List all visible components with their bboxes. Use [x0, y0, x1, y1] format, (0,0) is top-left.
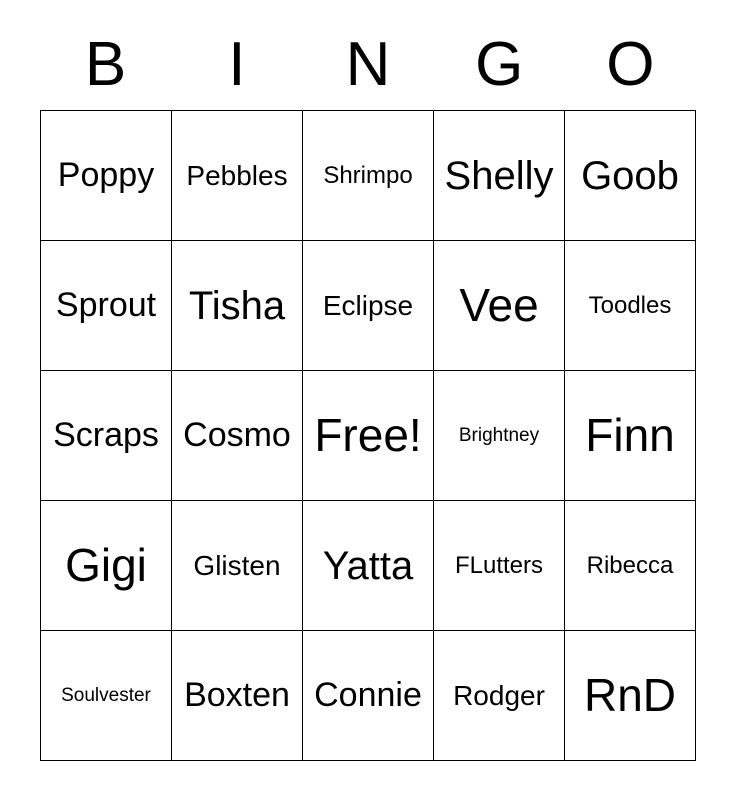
header-letter-g: G [475, 30, 524, 99]
header-letter-o: O [606, 30, 655, 99]
bingo-cell[interactable]: Sprout [41, 241, 172, 371]
header-letter-b: B [84, 30, 127, 99]
bingo-cell[interactable]: Shelly [434, 111, 565, 241]
bingo-cell[interactable]: Glisten [172, 501, 303, 631]
bingo-cell[interactable]: Tisha [172, 241, 303, 371]
bingo-cell[interactable]: Vee [434, 241, 565, 371]
bingo-cell[interactable]: Pebbles [172, 111, 303, 241]
bingo-cell[interactable]: Cosmo [172, 371, 303, 501]
bingo-cell[interactable]: Goob [565, 111, 696, 241]
bingo-cell[interactable]: Soulvester [41, 631, 172, 761]
bingo-cell[interactable]: Yatta [303, 501, 434, 631]
bingo-cell[interactable]: Brightney [434, 371, 565, 501]
bingo-cell[interactable]: RnD [565, 631, 696, 761]
bingo-row [41, 241, 696, 371]
bingo-cell[interactable]: Ribecca [565, 501, 696, 631]
bingo-cell[interactable]: Toodles [565, 241, 696, 371]
bingo-row [41, 501, 696, 631]
bingo-header [40, 0, 696, 104]
bingo-cell[interactable]: Rodger [434, 631, 565, 761]
bingo-row [41, 371, 696, 501]
bingo-cell[interactable]: Scraps [41, 371, 172, 501]
bingo-cell[interactable]: Shrimpo [303, 111, 434, 241]
bingo-cell[interactable]: Boxten [172, 631, 303, 761]
header-letter-n: N [345, 30, 391, 99]
bingo-row [41, 111, 696, 241]
bingo-cell[interactable]: Connie [303, 631, 434, 761]
bingo-cell[interactable]: FLutters [434, 501, 565, 631]
bingo-row [41, 631, 696, 761]
bingo-cell[interactable]: Eclipse [303, 241, 434, 371]
bingo-cell[interactable]: Finn [565, 371, 696, 501]
bingo-cell[interactable]: Gigi [41, 501, 172, 631]
bingo-cell-free[interactable]: Free! [303, 371, 434, 501]
bingo-grid [40, 110, 696, 761]
header-letter-i: I [228, 30, 246, 99]
bingo-cell[interactable]: Poppy [41, 111, 172, 241]
